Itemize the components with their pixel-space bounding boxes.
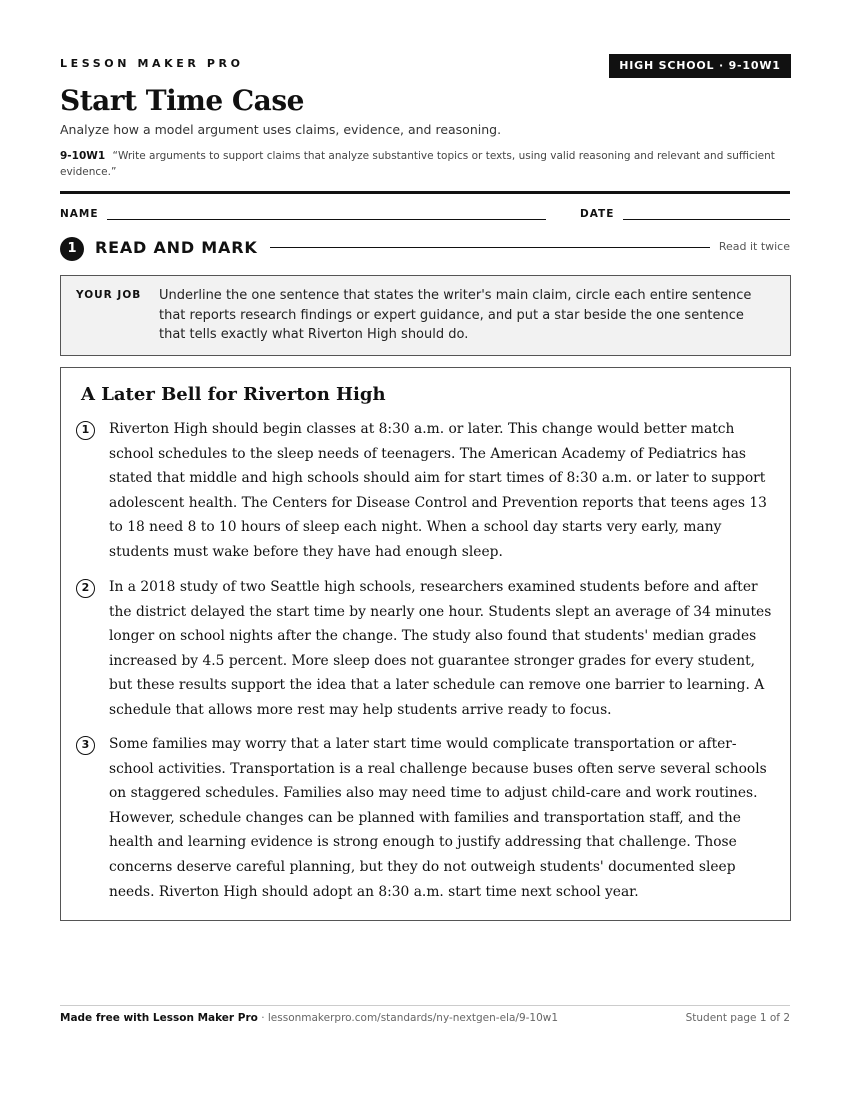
footer-url: · lessonmakerpro.com/standards/ny-nextgen-ela/9-10w1 (257, 1012, 559, 1024)
standard-statement (60, 148, 790, 180)
section-title: READ AND MARK (95, 238, 258, 257)
page-subtitle: Analyze how a model argument uses claims, evidence, and reasoning. (60, 122, 502, 137)
passage-box (60, 367, 791, 921)
footer-divider (60, 1005, 790, 1006)
standard-text: “Write arguments to support claims that analyze substantive topics or texts, using valid reasoning and relevant and sufficient evidence.” (60, 150, 775, 178)
footer-made-with: Made free with Lesson Maker Pro (60, 1012, 258, 1024)
job-text: Underline the one sentence that states the writer's main claim, circle each entire sentence that reports research findings or expert guidance, and put a star beside the one sentence that tells exactly what Riverton High should do. (159, 288, 752, 342)
level-badge: HIGH SCHOOL · 9-10W1 (609, 54, 791, 78)
date-label: DATE (580, 208, 615, 220)
paragraph-2: In a 2018 study of two Seattle high schools, researchers examined students before and after the district delayed the start time by nearly one hour. Students slept an average of 34 minutes longer on school nights after the change. The study also found that students' median grades increased by 4.5 percent. More sleep does not guarantee stronger grades for every student, but these results support the idea that a later schedule can remove one barrier to learning. A schedule that allows more rest may help students arrive ready to focus. (109, 579, 772, 718)
paragraph-1: Riverton High should begin classes at 8:30 a.m. or later. This change would better match school schedules to the sleep needs of teenagers. The American Academy of Pediatrics has stated that middle and high schools should aim for start times of 8:30 a.m. or later to support adolescent health. The Centers for Disease Control and Prevention reports that teens ages 13 to 18 need 8 to 10 hours of sleep each night. When a school day starts very early, many students must wake before they have had enough sleep. (109, 421, 767, 560)
footer-credit (60, 1012, 558, 1024)
passage-title: A Later Bell for Riverton High (81, 384, 386, 405)
brand-name: LESSON MAKER PRO (60, 57, 244, 70)
paragraph-number-2: 2 (76, 579, 95, 598)
paragraph-3: Some families may worry that a later start time would complicate transportation or after-school activities. Transportation is a real challenge because buses often serve several schools on staggered schedules. Families also may need time to adjust child-care and work routines. However, schedule changes can be planned with families and transportation staff, and the health and learning evidence is strong enough to justify addressing that challenge. Those concerns deserve careful planning, but they do not outweigh students' documented sleep needs. Riverton High should adopt an 8:30 a.m. start time next school year. (109, 736, 767, 900)
footer-page-number: Student page 1 of 2 (685, 1012, 790, 1024)
section-divider (270, 247, 710, 248)
paragraph-number-1: 1 (76, 421, 95, 440)
page-title: Start Time Case (60, 84, 304, 117)
job-instructions-box (60, 275, 791, 356)
name-field[interactable] (107, 219, 546, 220)
paragraph-number-3: 3 (76, 736, 95, 755)
header-divider (60, 191, 790, 194)
section-number-badge: 1 (60, 237, 84, 261)
date-field[interactable] (623, 219, 790, 220)
standard-code: 9-10W1 (60, 150, 106, 162)
job-label: YOUR JOB (76, 289, 142, 301)
section-note: Read it twice (718, 240, 790, 253)
name-label: NAME (60, 208, 99, 220)
